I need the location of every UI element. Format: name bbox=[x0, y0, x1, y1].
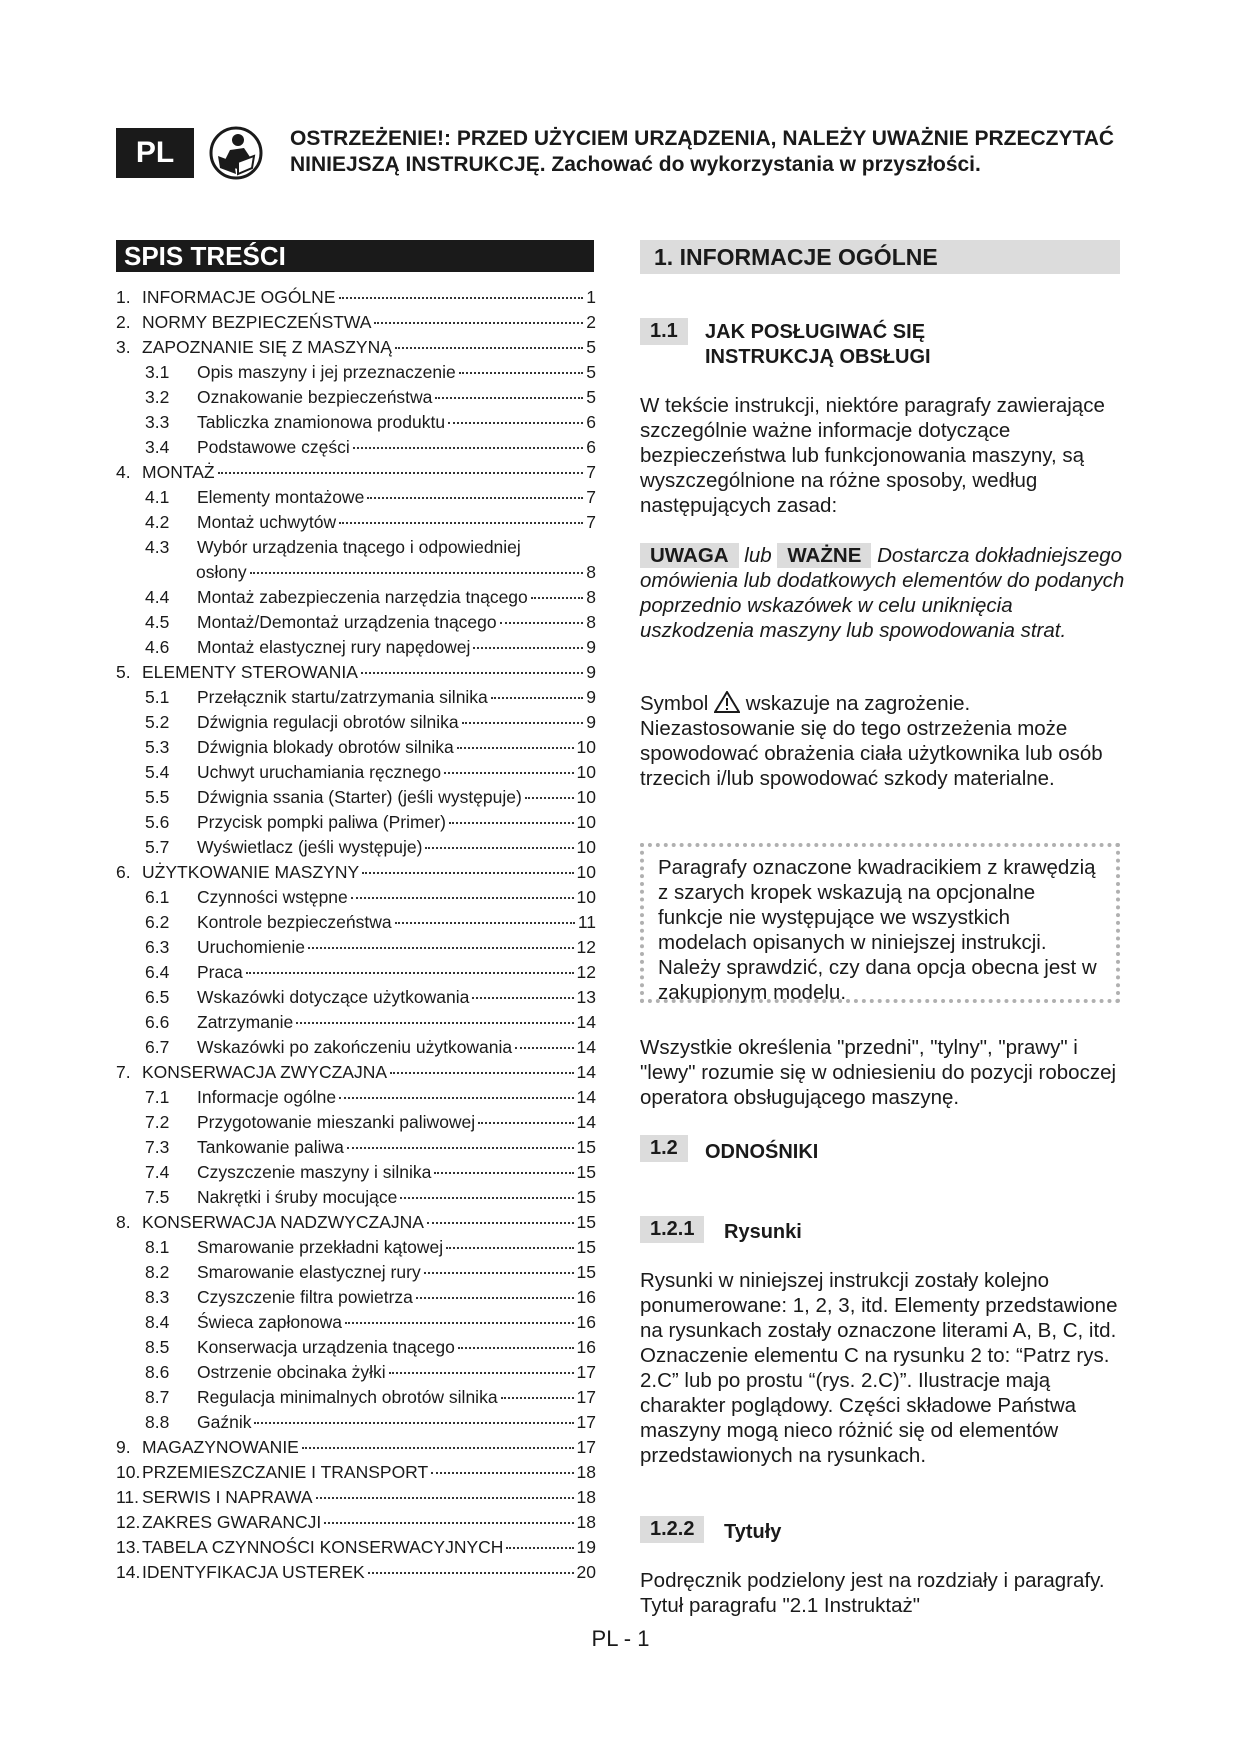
toc-leader-dots bbox=[462, 722, 584, 724]
subsection-number: 1.2 bbox=[640, 1135, 688, 1162]
toc-entry bbox=[116, 1562, 596, 1587]
toc-entry-number: 11. bbox=[116, 1487, 140, 1507]
toc-entry-page: 6 bbox=[586, 437, 596, 457]
toc-entry-number: 6.3 bbox=[145, 937, 170, 957]
toc-entry-page: 17 bbox=[576, 1387, 596, 1407]
manual-warning bbox=[290, 126, 1150, 178]
toc-entry bbox=[116, 1362, 596, 1387]
toc-entry-number: 5. bbox=[116, 662, 131, 682]
subsubsection-number: 1.2.1 bbox=[640, 1216, 704, 1243]
toc-entry-number: 4.1 bbox=[145, 487, 170, 507]
toc-entry bbox=[116, 1487, 596, 1512]
toc-entry-page: 10 bbox=[576, 837, 596, 857]
toc-leader-dots bbox=[347, 1147, 574, 1149]
read-manual-icon bbox=[208, 126, 264, 180]
toc-entry-title: Wskazówki po zakończeniu użytkowania bbox=[197, 1037, 513, 1057]
toc-entry-title: KONSERWACJA ZWYCZAJNA bbox=[142, 1062, 388, 1082]
subsubsection-number: 1.2.2 bbox=[640, 1516, 704, 1543]
toc-title: SPIS TREŚCI bbox=[116, 240, 594, 272]
toc-entry-number: 6.7 bbox=[145, 1037, 170, 1057]
toc-entry-title: Regulacja minimalnych obrotów silnika bbox=[197, 1387, 498, 1407]
toc-leader-dots bbox=[345, 1322, 574, 1324]
toc-entry-number: 7.2 bbox=[145, 1112, 170, 1132]
toc-leader-dots bbox=[362, 872, 573, 874]
toc-entry-title: Świeca zapłonowa bbox=[197, 1312, 342, 1332]
toc-entry-number: 8.5 bbox=[145, 1337, 170, 1357]
toc-entry-number: 3.1 bbox=[145, 362, 170, 382]
toc-leader-dots bbox=[395, 347, 583, 349]
toc-entry-page: 9 bbox=[586, 637, 596, 657]
toc-entry-page: 15 bbox=[576, 1212, 596, 1232]
toc-entry-title: Przełącznik startu/zatrzymania silnika bbox=[197, 687, 488, 707]
wazne-label: WAŻNE bbox=[777, 543, 871, 568]
subsubsection-title: Tytuły bbox=[724, 1521, 782, 1543]
toc-entry-number: 1. bbox=[116, 287, 131, 307]
toc-entry-title: Konserwacja urządzenia tnącego bbox=[197, 1337, 455, 1357]
toc-entry bbox=[116, 387, 596, 412]
toc-entry bbox=[116, 512, 596, 537]
toc-entry bbox=[116, 712, 596, 737]
toc-entry-number: 7.4 bbox=[145, 1162, 170, 1182]
toc-entry bbox=[116, 487, 596, 512]
toc-entry-page: 12 bbox=[576, 937, 596, 957]
toc-entry-page: 16 bbox=[576, 1312, 596, 1332]
toc-entry-page: 9 bbox=[586, 687, 596, 707]
toc-entry-page: 7 bbox=[586, 512, 596, 532]
toc-entry bbox=[116, 812, 596, 837]
toc-leader-dots bbox=[425, 847, 573, 849]
toc-leader-dots bbox=[435, 397, 583, 399]
toc-entry-page: 15 bbox=[576, 1137, 596, 1157]
toc-entry-number: 3. bbox=[116, 337, 131, 357]
toc-leader-dots bbox=[367, 497, 583, 499]
toc-leader-dots bbox=[431, 1472, 573, 1474]
toc-leader-dots bbox=[361, 672, 583, 674]
toc-entry-page: 10 bbox=[576, 887, 596, 907]
toc-entry-page: 1 bbox=[586, 287, 596, 307]
toc-entry-title: Wybór urządzenia tnącego i odpowiedniej bbox=[197, 537, 521, 557]
toc-entry-number: 8.6 bbox=[145, 1362, 170, 1382]
toc-entry bbox=[116, 1037, 596, 1062]
toc-entry bbox=[116, 887, 596, 912]
paragraph-text: wskazuje na zagrożenie. Niezastosowanie się do tego ostrzeżenia może spowodować obrażenia ciała użytkownika lub osób trzecich i/lub spowodować szkody materialne. bbox=[640, 692, 1103, 790]
toc-entry bbox=[116, 337, 596, 362]
toc-entry bbox=[116, 1262, 596, 1287]
paragraph: Rysunki w niniejszej instrukcji zostały kolejno ponumerowane: 1, 2, 3, itd. Elementy przedstawione na rysunkach zostały oznaczone literami A, B, C, itd. Oznaczenie elementu C na rysunku 2 to: “Patrz rys. 2.C” lub po prostu “(rys. 2.C)”. Ilustracje mają charakter poglądowy. Części składowe Państwa maszyny mogą nieco różnić się od elementów przedstawionych na rysunkach. bbox=[640, 1269, 1118, 1467]
toc-entry bbox=[116, 462, 596, 487]
toc-entry-number: 8. bbox=[116, 1212, 131, 1232]
toc-entry-number: 5.6 bbox=[145, 812, 170, 832]
toc-entry-number: 8.4 bbox=[145, 1312, 170, 1332]
toc-entry-number: 7.5 bbox=[145, 1187, 170, 1207]
toc-leader-dots bbox=[525, 797, 574, 799]
toc-entry-title: Tankowanie paliwa bbox=[197, 1137, 344, 1157]
toc-leader-dots bbox=[434, 1172, 573, 1174]
toc-entry-number: 5.1 bbox=[145, 687, 170, 707]
toc-entry-title: Czynności wstępne bbox=[197, 887, 348, 907]
toc-entry bbox=[116, 612, 596, 637]
toc-entry-title: Praca bbox=[197, 962, 243, 982]
warning-triangle-icon bbox=[714, 691, 740, 713]
box-text: Paragrafy oznaczone kwadracikiem z krawędzią z szarych kropek wskazują na opcjonalne funkcje nie występujące we wszystkich modelach opisanych w niniejszej instrukcji. Należy sprawdzić, czy dana opcja obecna jest w zakupionym modelu. bbox=[658, 856, 1097, 1004]
toc-leader-dots bbox=[390, 1072, 574, 1074]
toc-entry-number: 6. bbox=[116, 862, 131, 882]
toc-entry-page: 15 bbox=[576, 1237, 596, 1257]
toc-entry-title: Czyszczenie filtra powietrza bbox=[197, 1287, 413, 1307]
or-word: lub bbox=[744, 544, 772, 567]
toc-leader-dots bbox=[296, 1022, 573, 1024]
toc-entry-page: 14 bbox=[576, 1012, 596, 1032]
toc-entry-page: 15 bbox=[576, 1262, 596, 1282]
toc-leader-dots bbox=[351, 897, 574, 899]
toc-entry-title: Montaż uchwytów bbox=[197, 512, 337, 532]
toc-entry-title: Elementy montażowe bbox=[197, 487, 365, 507]
toc-entry-number: 8.2 bbox=[145, 1262, 170, 1282]
toc-entry-number: 6.6 bbox=[145, 1012, 170, 1032]
toc-entry bbox=[116, 787, 596, 812]
toc-leader-dots bbox=[395, 922, 575, 924]
toc-entry-title: Ostrzenie obcinaka żyłki bbox=[197, 1362, 386, 1382]
toc-leader-dots bbox=[339, 1097, 573, 1099]
toc-entry-title: SERWIS I NAPRAWA bbox=[142, 1487, 313, 1507]
toc-leader-dots bbox=[427, 1222, 574, 1224]
subsection-title-line: JAK POSŁUGIWAĆ SIĘ bbox=[705, 321, 926, 343]
toc-entry bbox=[116, 662, 596, 687]
toc-entry-title: ZAPOZNANIE SIĘ Z MASZYNĄ bbox=[142, 337, 392, 357]
toc-entry bbox=[116, 837, 596, 862]
toc-leader-dots bbox=[473, 647, 583, 649]
toc-leader-dots bbox=[448, 422, 583, 424]
toc-entry bbox=[116, 962, 596, 987]
toc-entry-page: 18 bbox=[576, 1512, 596, 1532]
toc-leader-dots bbox=[472, 997, 573, 999]
toc-entry-number: 8.8 bbox=[145, 1412, 170, 1432]
paragraph: W tekście instrukcji, niektóre paragrafy zawierające szczególnie ważne informacje dotyczące bezpieczeństwa lub funkcjonowania maszyny, są wyszczególnione na różne sposoby, według następujących zasad: bbox=[640, 394, 1105, 517]
toc-entry-number: 12. bbox=[116, 1512, 141, 1532]
toc-entry-number: 6.4 bbox=[145, 962, 170, 982]
toc-entry-title: MAGAZYNOWANIE bbox=[142, 1437, 299, 1457]
toc-entry bbox=[116, 637, 596, 662]
toc-entry-title: Tabliczka znamionowa produktu bbox=[197, 412, 446, 432]
toc-entry bbox=[116, 1462, 596, 1487]
toc-entry-page: 10 bbox=[576, 862, 596, 882]
toc-entry bbox=[116, 1537, 596, 1562]
toc-entry-number: 5.4 bbox=[145, 762, 170, 782]
toc-entry-number: 8.1 bbox=[145, 1237, 170, 1257]
toc-entry-page: 19 bbox=[576, 1537, 596, 1557]
toc-entry bbox=[116, 1062, 596, 1087]
toc-entry-page: 10 bbox=[576, 812, 596, 832]
toc-entry-page: 13 bbox=[576, 987, 596, 1007]
toc-entry-page: 17 bbox=[576, 1362, 596, 1382]
toc-entry-page: 10 bbox=[576, 787, 596, 807]
toc-entry bbox=[116, 1212, 596, 1237]
toc-entry bbox=[116, 1412, 596, 1437]
toc-entry-page: 6 bbox=[586, 412, 596, 432]
toc-entry-title: INFORMACJE OGÓLNE bbox=[142, 287, 336, 307]
toc-entry-title: Montaż/Demontaż urządzenia tnącego bbox=[197, 612, 497, 632]
toc-leader-dots bbox=[446, 1247, 573, 1249]
toc-entry-number: 3.4 bbox=[145, 437, 170, 457]
toc-entry bbox=[116, 762, 596, 787]
toc-entry bbox=[116, 687, 596, 712]
toc-entry-title: osłony bbox=[196, 562, 247, 582]
toc-leader-dots bbox=[424, 1272, 574, 1274]
toc-leader-dots bbox=[374, 322, 583, 324]
toc-entry-page: 2 bbox=[586, 312, 596, 332]
toc-entry-number: 5.7 bbox=[145, 837, 170, 857]
toc-entry-title: NORMY BEZPIECZEŃSTWA bbox=[142, 312, 372, 332]
warning-line-2: NINIEJSZĄ INSTRUKCJĘ. Zachować do wykorzystania w przyszłości. bbox=[290, 153, 981, 176]
toc-entry-title: Wyświetlacz (jeśli występuje) bbox=[197, 837, 423, 857]
toc-entry bbox=[116, 1437, 596, 1462]
toc-entry-number: 2. bbox=[116, 312, 131, 332]
toc-entry bbox=[116, 412, 596, 437]
paragraph: Podręcznik podzielony jest na rozdziały i paragrafy. Tytuł paragrafu "2.1 Instruktaż" bbox=[640, 1569, 1105, 1617]
toc-entry-number: 10. bbox=[116, 1462, 141, 1482]
toc-entry-page: 17 bbox=[576, 1437, 596, 1457]
toc-entry bbox=[116, 537, 596, 562]
toc-entry bbox=[116, 362, 596, 387]
toc-leader-dots bbox=[246, 972, 574, 974]
toc-entry-page: 5 bbox=[586, 387, 596, 407]
toc-entry-title: Informacje ogólne bbox=[197, 1087, 337, 1107]
toc-entry-number: 7.1 bbox=[145, 1087, 170, 1107]
toc-entry bbox=[116, 912, 596, 937]
toc-entry-title: Dźwignia blokady obrotów silnika bbox=[197, 737, 454, 757]
toc-entry-page: 12 bbox=[576, 962, 596, 982]
toc-entry-page: 9 bbox=[586, 662, 596, 682]
toc-entry bbox=[116, 1512, 596, 1537]
toc-entry-number: 14. bbox=[116, 1562, 141, 1582]
toc-entry-number: 5.2 bbox=[145, 712, 170, 732]
toc-leader-dots bbox=[500, 622, 584, 624]
toc-leader-dots bbox=[506, 1547, 573, 1549]
toc-leader-dots bbox=[339, 297, 584, 299]
subsubsection-title: Rysunki bbox=[724, 1221, 802, 1243]
toc-leader-dots bbox=[416, 1297, 574, 1299]
toc-entry-title: Opis maszyny i jej przeznaczenie bbox=[197, 362, 456, 382]
toc-entry-title: Gaźnik bbox=[197, 1412, 252, 1432]
toc-entry-page: 20 bbox=[576, 1562, 596, 1582]
toc-entry-number: 5.5 bbox=[145, 787, 170, 807]
toc-entry-title: Oznakowanie bezpieczeństwa bbox=[197, 387, 433, 407]
toc-entry bbox=[116, 937, 596, 962]
toc-leader-dots bbox=[459, 372, 584, 374]
toc-entry-title: Przygotowanie mieszanki paliwowej bbox=[197, 1112, 476, 1132]
toc-entry-title: Uchwyt uruchamiania ręcznego bbox=[197, 762, 442, 782]
toc-entry bbox=[116, 862, 596, 887]
toc-entry bbox=[116, 1337, 596, 1362]
toc-entry bbox=[116, 987, 596, 1012]
toc-entry-page: 5 bbox=[586, 362, 596, 382]
toc-leader-dots bbox=[389, 1372, 574, 1374]
toc-entry-page: 15 bbox=[576, 1187, 596, 1207]
toc-entry-number: 4.4 bbox=[145, 587, 170, 607]
toc-entry bbox=[116, 1187, 596, 1212]
toc-entry-page: 16 bbox=[576, 1287, 596, 1307]
optional-feature-box bbox=[640, 843, 1120, 1003]
toc-entry-number: 4.6 bbox=[145, 637, 170, 657]
toc-leader-dots bbox=[324, 1522, 573, 1524]
toc-entry-number: 7.3 bbox=[145, 1137, 170, 1157]
toc-leader-dots bbox=[218, 472, 584, 474]
toc-leader-dots bbox=[501, 1397, 574, 1399]
toc-entry-page: 14 bbox=[576, 1087, 596, 1107]
toc-entry-page: 17 bbox=[576, 1412, 596, 1432]
paragraph: Wszystkie określenia "przedni", "tylny", "prawy" i "lewy" rozumie się w odniesieniu do pozycji roboczej operatora obsługującego maszynę. bbox=[640, 1036, 1117, 1109]
toc-entry-number: 8.3 bbox=[145, 1287, 170, 1307]
paragraph-text: Dostarcza dokładniejszego omówienia lub dodatkowych elementów do podanych poprzednio wskazówek w celu uniknięcia uszkodzenia maszyny lub spowodowania strat. bbox=[640, 544, 1125, 642]
toc-entry-number: 13. bbox=[116, 1537, 141, 1557]
toc-entry-title: Wskazówki dotyczące użytkowania bbox=[197, 987, 470, 1007]
subsection-title-line: INSTRUKCJĄ OBSŁUGI bbox=[705, 346, 931, 368]
toc-leader-dots bbox=[339, 522, 583, 524]
toc-entry-number: 4.5 bbox=[145, 612, 170, 632]
toc-entry-number: 8.7 bbox=[145, 1387, 170, 1407]
toc-entry-page: 16 bbox=[576, 1337, 596, 1357]
toc-entry-page: 8 bbox=[586, 587, 596, 607]
toc-entry-title: KONSERWACJA NADZWYCZAJNA bbox=[142, 1212, 424, 1232]
toc-entry-number: 6.1 bbox=[145, 887, 170, 907]
toc-entry-number: 4.2 bbox=[145, 512, 170, 532]
toc-entry-title: PRZEMIESZCZANIE I TRANSPORT bbox=[142, 1462, 429, 1482]
toc-entry-number: 3.3 bbox=[145, 412, 170, 432]
toc-entry-page: 10 bbox=[576, 737, 596, 757]
uwaga-label: UWAGA bbox=[640, 543, 739, 568]
subsection-title bbox=[705, 320, 931, 370]
toc-leader-dots bbox=[531, 597, 584, 599]
warning-line-1: OSTRZEŻENIE!: PRZED UŻYCIEM URZĄDZENIA, NALEŻY UWAŻNIE PRZECZYTAĆ bbox=[290, 127, 1115, 150]
toc-leader-dots bbox=[457, 747, 574, 749]
toc-entry-page: 18 bbox=[576, 1487, 596, 1507]
toc-entry-title: IDENTYFIKACJA USTEREK bbox=[142, 1562, 365, 1582]
toc-entry-page: 9 bbox=[586, 712, 596, 732]
toc-entry bbox=[116, 287, 596, 312]
toc-entry-title: TABELA CZYNNOŚCI KONSERWACYJNYCH bbox=[142, 1537, 504, 1557]
toc-entry-title: MONTAŻ bbox=[142, 462, 215, 482]
toc-entry-title: Zatrzymanie bbox=[197, 1012, 294, 1032]
toc-leader-dots bbox=[308, 947, 574, 949]
page-number: PL - 1 bbox=[591, 1626, 650, 1651]
toc-entry-number: 6.2 bbox=[145, 912, 170, 932]
toc-leader-dots bbox=[316, 1497, 574, 1499]
toc-entry-title: ZAKRES GWARANCJI bbox=[142, 1512, 322, 1532]
toc-entry bbox=[116, 1137, 596, 1162]
toc-entry bbox=[116, 737, 596, 762]
toc-entry-number: 4. bbox=[116, 462, 131, 482]
paragraph-symbol bbox=[640, 691, 1130, 791]
toc-entry-number: 6.5 bbox=[145, 987, 170, 1007]
toc-entry-title: Podstawowe części bbox=[197, 437, 350, 457]
toc-entry bbox=[116, 587, 596, 612]
toc-leader-dots bbox=[458, 1347, 574, 1349]
toc-entry-title: Dźwignia regulacji obrotów silnika bbox=[197, 712, 459, 732]
toc-leader-dots bbox=[400, 1197, 573, 1199]
toc-entry bbox=[116, 1087, 596, 1112]
toc-entry-title: UŻYTKOWANIE MASZYNY bbox=[142, 862, 360, 882]
toc-entry-page: 14 bbox=[576, 1112, 596, 1132]
toc-entry bbox=[116, 1312, 596, 1337]
toc-entry-number: 5.3 bbox=[145, 737, 170, 757]
toc-entry bbox=[116, 1387, 596, 1412]
toc-entry-title: Przycisk pompki paliwa (Primer) bbox=[197, 812, 446, 832]
symbol-word: Symbol bbox=[640, 692, 709, 715]
toc-entry-page: 11 bbox=[577, 912, 596, 932]
section-heading: 1. INFORMACJE OGÓLNE bbox=[640, 240, 1120, 274]
toc-entry-page: 7 bbox=[586, 487, 596, 507]
toc-entry bbox=[116, 437, 596, 462]
toc-entry-page: 14 bbox=[576, 1062, 596, 1082]
toc-entry-number: 9. bbox=[116, 1437, 131, 1457]
language-badge: PL bbox=[116, 128, 194, 178]
toc-leader-dots bbox=[353, 447, 584, 449]
toc-leader-dots bbox=[449, 822, 574, 824]
toc-leader-dots bbox=[250, 572, 584, 574]
toc-entry-title: Dźwignia ssania (Starter) (jeśli występuje) bbox=[197, 787, 522, 807]
toc-leader-dots bbox=[515, 1047, 573, 1049]
toc-entry-title: Kontrole bezpieczeństwa bbox=[197, 912, 392, 932]
toc-entry-title: Montaż zabezpieczenia narzędzia tnącego bbox=[197, 587, 528, 607]
paragraph-uwaga bbox=[640, 543, 1130, 643]
toc-entry-title: Montaż elastycznej rury napędowej bbox=[197, 637, 471, 657]
toc-entry bbox=[116, 562, 596, 587]
toc-leader-dots bbox=[491, 697, 583, 699]
toc-entry bbox=[116, 312, 596, 337]
toc-entry-title: Smarowanie elastycznej rury bbox=[197, 1262, 421, 1282]
toc-entry-number: 4.3 bbox=[145, 537, 170, 557]
toc-entry-title: Smarowanie przekładni kątowej bbox=[197, 1237, 444, 1257]
toc-entry-title: Uruchomienie bbox=[197, 937, 305, 957]
toc-leader-dots bbox=[444, 772, 573, 774]
toc-entry-page: 7 bbox=[586, 462, 596, 482]
toc-entry bbox=[116, 1237, 596, 1262]
toc-entry-page: 8 bbox=[586, 562, 596, 582]
toc-entry-title: Nakrętki i śruby mocujące bbox=[197, 1187, 398, 1207]
subsection-number: 1.1 bbox=[640, 318, 688, 345]
toc-entry-number: 7. bbox=[116, 1062, 131, 1082]
toc-entry bbox=[116, 1162, 596, 1187]
toc-entry bbox=[116, 1112, 596, 1137]
toc-entry-page: 10 bbox=[576, 762, 596, 782]
toc-leader-dots bbox=[478, 1122, 573, 1124]
toc-entry bbox=[116, 1287, 596, 1312]
toc-entry-title: Czyszczenie maszyny i silnika bbox=[197, 1162, 432, 1182]
toc-entry-page: 18 bbox=[576, 1462, 596, 1482]
toc-entry-title: ELEMENTY STEROWANIA bbox=[142, 662, 358, 682]
table-of-contents bbox=[116, 287, 596, 1587]
toc-leader-dots bbox=[302, 1447, 574, 1449]
toc-entry bbox=[116, 1012, 596, 1037]
toc-entry-page: 5 bbox=[586, 337, 596, 357]
toc-entry-page: 8 bbox=[586, 612, 596, 632]
toc-entry-page: 14 bbox=[576, 1037, 596, 1057]
subsection-title: ODNOŚNIKI bbox=[705, 1141, 819, 1163]
toc-entry-number: 3.2 bbox=[145, 387, 170, 407]
toc-entry-page: 15 bbox=[576, 1162, 596, 1182]
toc-leader-dots bbox=[254, 1422, 573, 1424]
toc-leader-dots bbox=[368, 1572, 574, 1574]
